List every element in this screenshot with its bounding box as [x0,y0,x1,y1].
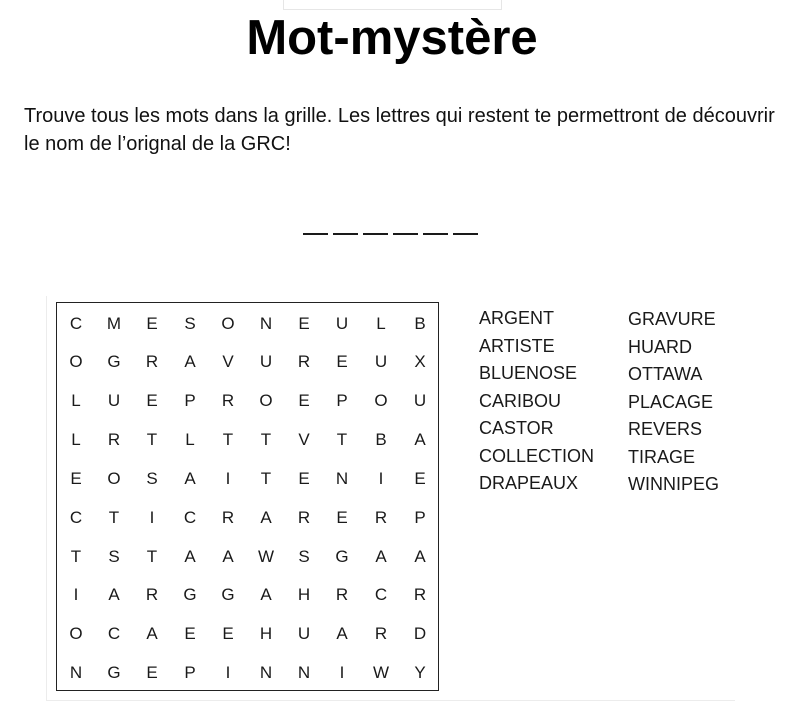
grid-cell[interactable]: G [221,585,235,604]
grid-cell[interactable]: T [146,547,158,566]
word-item: BLUENOSE [479,363,578,383]
grid-cell[interactable]: C [374,585,388,604]
grid-cell[interactable]: E [146,663,158,682]
grid-cell[interactable]: L [71,391,81,410]
grid-cell[interactable]: A [184,469,196,488]
grid-cell[interactable]: G [107,352,121,371]
grid-cell[interactable]: I [73,585,79,604]
grid-cell[interactable]: E [222,624,234,643]
grid-cell[interactable]: P [336,391,348,410]
answer-blank-6[interactable] [453,233,478,235]
grid-cell[interactable]: S [184,314,196,333]
grid-cell[interactable]: U [107,391,121,410]
grid-cell[interactable]: A [222,547,234,566]
answer-blanks[interactable] [303,233,478,235]
grid-cell[interactable]: A [414,547,426,566]
grid-cell[interactable]: W [257,547,275,566]
instructions-text: Trouve tous les mots dans la grille. Les lettres qui restent te permettront de découvrir le nom de l’orignal de la GRC! [24,105,775,155]
grid-cell[interactable]: U [335,314,349,333]
grid-cell[interactable]: A [184,352,196,371]
grid-cell[interactable]: U [259,352,273,371]
grid-cell[interactable]: E [70,469,82,488]
word-item: PLACAGE [628,391,714,412]
grid-cell[interactable]: R [413,585,427,604]
grid-cell[interactable]: E [414,469,426,488]
grid-cell[interactable]: O [259,391,273,410]
grid-cell[interactable]: H [297,585,311,604]
grid-cell[interactable]: I [225,663,231,682]
grid-cell[interactable]: E [336,352,348,371]
grid-row [57,498,438,537]
grid-row [57,304,438,343]
grid-cell[interactable]: P [414,508,426,527]
word-item: OTTAWA [628,364,703,384]
grid-cell[interactable]: N [297,663,311,682]
grid-cell[interactable]: C [107,624,121,643]
grid-cell[interactable]: I [378,469,384,488]
grid-cell[interactable]: R [107,430,121,449]
word-list-column-1 [479,305,594,498]
grid-cell[interactable]: C [69,314,83,333]
grid-cell[interactable]: R [374,624,388,643]
grid-cell[interactable]: O [107,469,121,488]
answer-blank-1[interactable] [303,233,328,235]
grid-cell[interactable]: O [221,314,235,333]
grid-cell[interactable]: R [145,585,159,604]
answer-blank-5[interactable] [423,233,448,235]
grid-cell[interactable]: I [339,663,345,682]
grid-cell[interactable]: V [222,352,234,371]
grid-cell[interactable]: B [375,430,387,449]
grid-row [57,381,438,420]
grid-cell[interactable]: Y [414,663,426,682]
grid-cell[interactable]: A [414,430,426,449]
grid-cell[interactable]: I [225,469,231,488]
grid-cell[interactable]: R [145,352,159,371]
grid-cell[interactable]: E [184,624,196,643]
word-item: COLLECTION [479,445,595,466]
grid-cell[interactable]: C [183,508,197,527]
answer-blank-4[interactable] [393,233,418,235]
grid-cell[interactable]: T [260,430,272,449]
grid-cell[interactable]: N [69,663,83,682]
grid-cell[interactable]: S [298,547,310,566]
grid-cell[interactable]: A [260,585,272,604]
grid-cell[interactable]: G [107,663,121,682]
word-item: CARIBOU [479,390,562,411]
answer-blank-2[interactable] [333,233,358,235]
word-list-column-2 [628,306,719,499]
grid-cell[interactable]: S [146,469,158,488]
grid-cell[interactable]: T [222,430,234,449]
grid-cell[interactable]: U [374,352,388,371]
grid-cell[interactable]: P [184,391,196,410]
grid-cell[interactable]: L [71,430,81,449]
grid-cell[interactable]: E [298,314,310,333]
grid-cell[interactable]: H [259,624,273,643]
grid-cell[interactable]: W [372,663,390,682]
grid-cell[interactable]: E [336,508,348,527]
grid-cell[interactable]: R [297,508,311,527]
word-item: GRAVURE [628,309,716,329]
grid-row [57,614,438,653]
grid-cell[interactable]: T [146,430,158,449]
grid-cell[interactable]: L [185,430,195,449]
grid-cell[interactable]: R [221,391,235,410]
grid-row [57,459,438,498]
grid-cell[interactable]: E [146,391,158,410]
grid-cell[interactable]: G [335,547,349,566]
word-item: ARTISTE [479,335,555,356]
grid-cell[interactable]: T [108,508,120,527]
grid-cell[interactable]: N [259,663,273,682]
grid-cell[interactable]: U [413,391,427,410]
grid-cell[interactable]: A [260,508,272,527]
grid-cell[interactable]: E [298,469,310,488]
grid-cell[interactable]: R [221,508,235,527]
grid-cell[interactable]: T [260,469,272,488]
grid-cell[interactable]: R [374,508,388,527]
grid-cell[interactable]: I [149,508,155,527]
word-item: ARGENT [479,308,555,328]
grid-cell[interactable]: R [297,352,311,371]
word-item: REVERS [628,419,703,439]
word-item: TIRAGE [628,446,696,467]
grid-row [57,653,438,692]
grid-cell[interactable]: T [70,547,82,566]
grid-cell[interactable]: P [184,663,196,682]
word-item: DRAPEAUX [479,473,579,493]
word-item: HUARD [628,336,693,357]
grid-row [57,342,438,381]
word-item: WINNIPEG [628,474,720,494]
page-title: Mot-mystère [246,11,538,65]
grid-row [57,420,438,459]
grid-cell[interactable]: E [298,391,310,410]
grid-cell[interactable]: N [259,314,273,333]
grid-row [57,537,438,576]
grid-cell[interactable]: R [335,585,349,604]
grid-cell[interactable]: D [413,624,427,643]
grid-cell[interactable]: S [108,547,120,566]
grid-cell[interactable]: A [336,624,348,643]
grid-cell[interactable]: U [297,624,311,643]
grid-cell[interactable]: N [335,469,349,488]
grid-cell[interactable]: M [106,314,122,333]
grid-cell[interactable]: G [183,585,197,604]
answer-blank-3[interactable] [363,233,388,235]
grid-cell[interactable]: A [184,547,196,566]
grid-cell[interactable]: L [376,314,386,333]
grid-cell[interactable]: A [108,585,120,604]
word-item: CASTOR [479,418,554,438]
grid-cell[interactable]: A [146,624,158,643]
grid-cell[interactable]: X [414,352,426,371]
letter-grid[interactable] [56,302,439,691]
grid-cell[interactable]: T [336,430,348,449]
grid-cell[interactable]: O [374,391,388,410]
grid-cell[interactable]: E [146,314,158,333]
grid-cell[interactable]: A [375,547,387,566]
grid-cell[interactable]: O [69,624,83,643]
grid-cell[interactable]: V [298,430,310,449]
grid-cell[interactable]: O [69,352,83,371]
grid-row [57,575,438,614]
grid-cell[interactable]: B [414,314,426,333]
grid-cell[interactable]: C [69,508,83,527]
